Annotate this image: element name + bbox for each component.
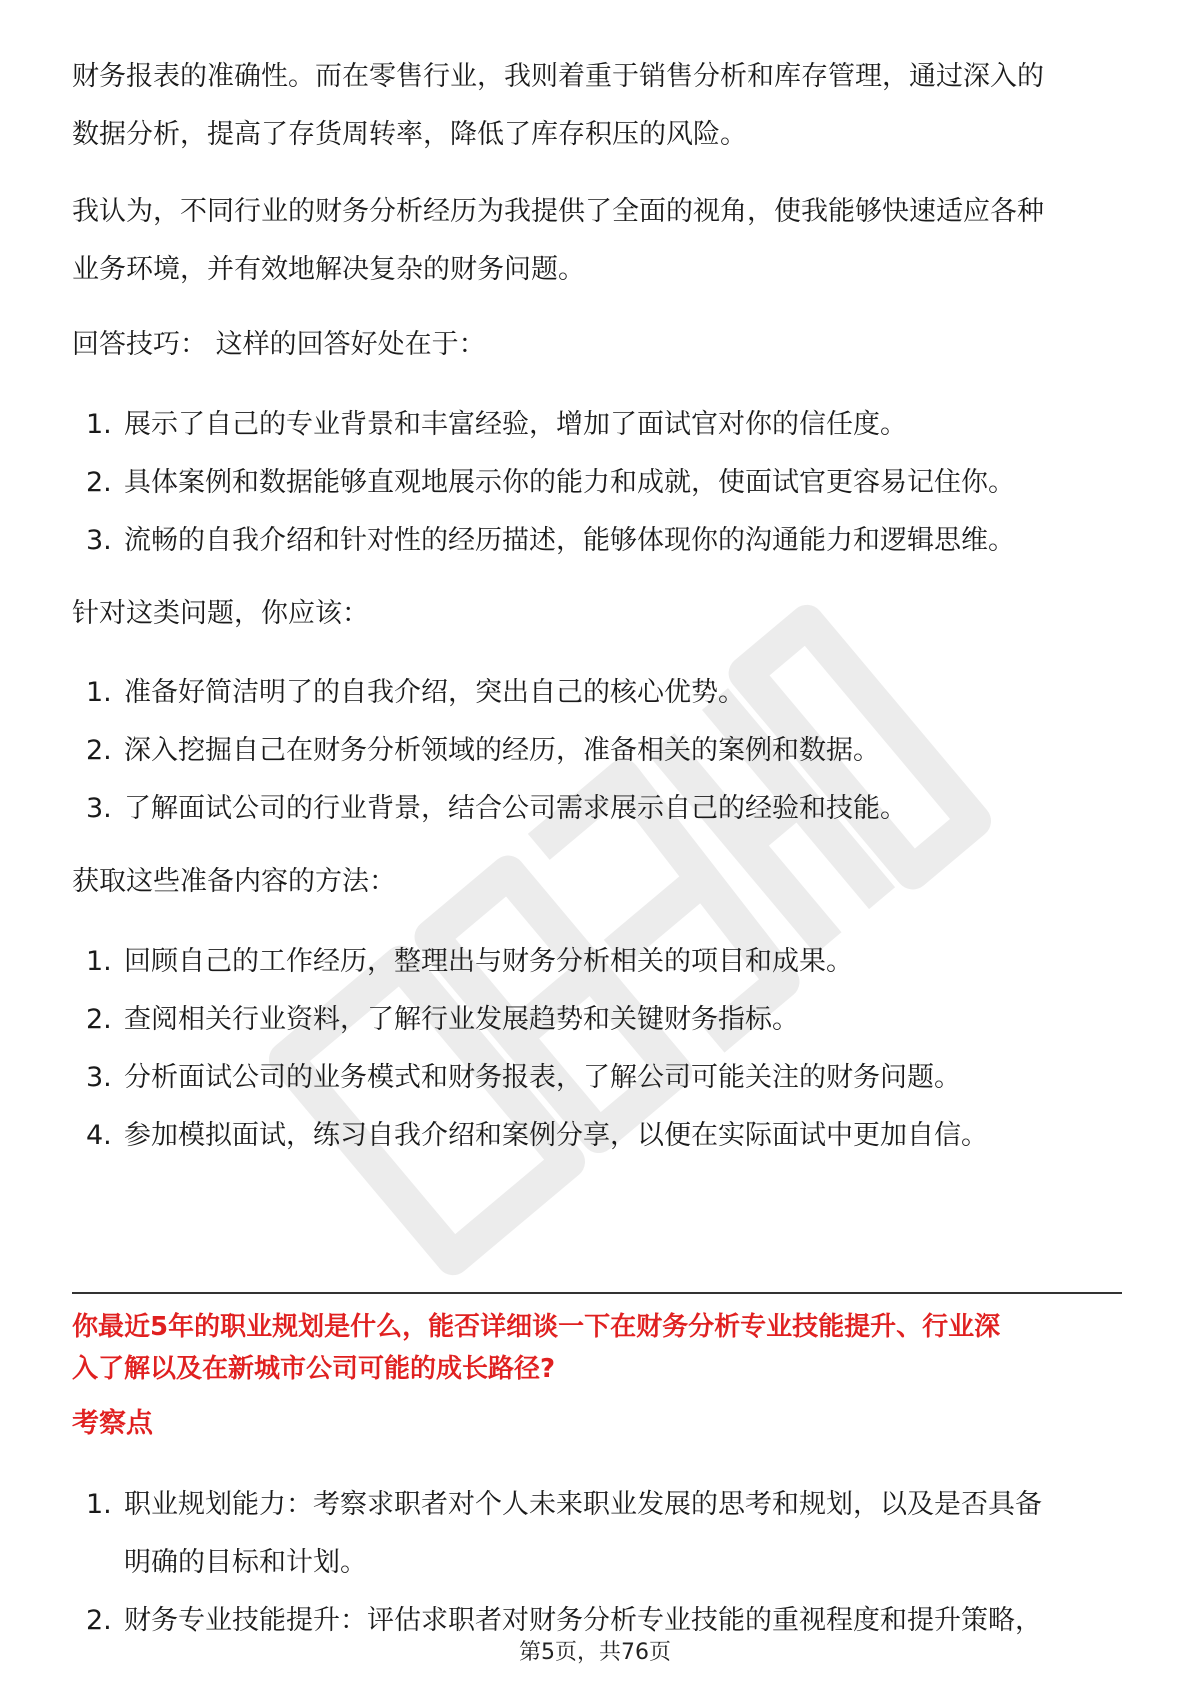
list-item <box>72 1476 1132 1592</box>
item-number: 2. <box>86 467 112 498</box>
list-item <box>72 1049 1132 1107</box>
item-text-line-2: 明确的目标和计划。 <box>124 1547 367 1578</box>
tips-heading: 回答技巧： 这样的回答好处在于： <box>72 329 486 360</box>
item-text: 流畅的自我介绍和针对性的经历描述，能够体现你的沟通能力和逻辑思维。 <box>124 525 1015 556</box>
tips-list <box>72 396 1132 570</box>
inspect-heading: 考察点 <box>72 1408 153 1439</box>
item-number: 1. <box>86 1489 112 1520</box>
method-list <box>72 933 1132 1165</box>
list-item <box>72 722 1132 780</box>
question-line-2: 入了解以及在新城市公司可能的成长路径? <box>72 1354 556 1384</box>
list-item <box>72 991 1132 1049</box>
item-text: 分析面试公司的业务模式和财务报表，了解公司可能关注的财务问题。 <box>124 1062 961 1093</box>
intro-line-1: 财务报表的准确性。而在零售行业，我则着重于销售分析和库存管理，通过深入的 <box>72 61 1044 92</box>
opinion-paragraph <box>72 183 1122 299</box>
item-number: 1. <box>86 677 112 708</box>
item-number: 3. <box>86 1062 112 1093</box>
opinion-line-2: 业务环境，并有效地解决复杂的财务问题。 <box>72 254 585 285</box>
opinion-line-1: 我认为，不同行业的财务分析经历为我提供了全面的视角，使我能够快速适应各种 <box>72 196 1044 227</box>
list-item <box>72 664 1132 722</box>
item-text: 准备好简洁明了的自我介绍，突出自己的核心优势。 <box>124 677 745 708</box>
item-number: 2. <box>86 1004 112 1035</box>
item-text: 回顾自己的工作经历，整理出与财务分析相关的项目和成果。 <box>124 946 853 977</box>
list-item <box>72 454 1132 512</box>
item-text-line-1: 职业规划能力：考察求职者对个人未来职业发展的思考和规划，以及是否具备 <box>124 1489 1042 1520</box>
item-number: 2. <box>86 1605 112 1636</box>
item-text: 查阅相关行业资料，了解行业发展趋势和关键财务指标。 <box>124 1004 799 1035</box>
list-item <box>72 780 1132 838</box>
question-title <box>72 1306 1132 1390</box>
should-list <box>72 664 1132 838</box>
intro-paragraph <box>72 48 1122 164</box>
item-text: 深入挖掘自己在财务分析领域的经历，准备相关的案例和数据。 <box>124 735 880 766</box>
list-item <box>72 1107 1132 1165</box>
item-text: 了解面试公司的行业背景，结合公司需求展示自己的经验和技能。 <box>124 793 907 824</box>
item-number: 3. <box>86 793 112 824</box>
item-number: 1. <box>86 409 112 440</box>
item-text: 具体案例和数据能够直观地展示你的能力和成就，使面试官更容易记住你。 <box>124 467 1015 498</box>
list-item <box>72 933 1132 991</box>
item-text-line-1: 财务专业技能提升：评估求职者对财务分析专业技能的重视程度和提升策略， <box>124 1605 1042 1636</box>
item-text: 展示了自己的专业背景和丰富经验，增加了面试官对你的信任度。 <box>124 409 907 440</box>
intro-line-2: 数据分析，提高了存货周转率，降低了库存积压的风险。 <box>72 119 747 150</box>
inspect-list <box>72 1476 1132 1650</box>
list-item <box>72 512 1132 570</box>
question-line-1: 你最近5年的职业规划是什么，能否详细谈一下在财务分析专业技能提升、行业深 <box>72 1312 1001 1342</box>
section-divider <box>72 1292 1122 1294</box>
item-text: 参加模拟面试，练习自我介绍和案例分享，以便在实际面试中更加自信。 <box>124 1120 988 1151</box>
item-number: 3. <box>86 525 112 556</box>
page-footer: 第5页，共76页 <box>519 1640 671 1665</box>
item-number: 1. <box>86 946 112 977</box>
item-number: 2. <box>86 735 112 766</box>
should-heading: 针对这类问题，你应该： <box>72 598 369 629</box>
item-number: 4. <box>86 1120 112 1151</box>
method-heading: 获取这些准备内容的方法： <box>72 866 396 897</box>
list-item <box>72 396 1132 454</box>
